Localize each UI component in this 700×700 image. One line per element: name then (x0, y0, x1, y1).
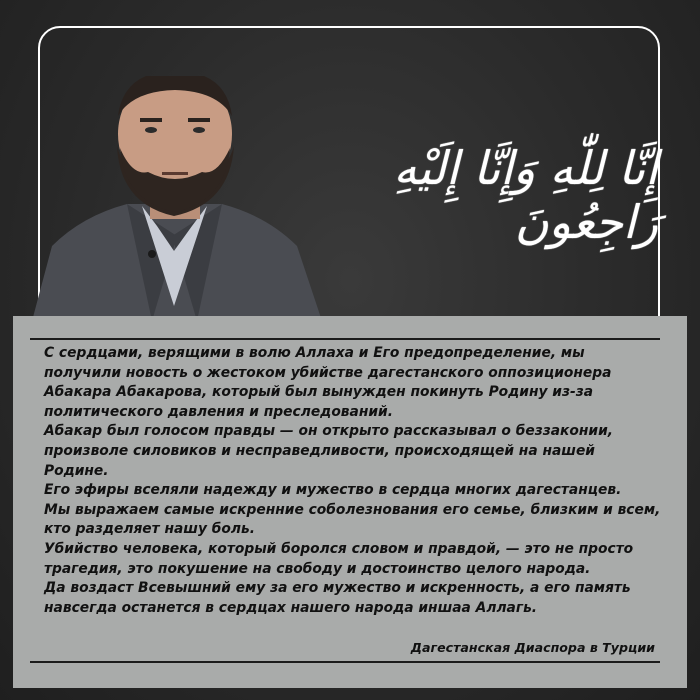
paragraph-6: Да воздаст Всевышний ему за его мужество и искренность, а его память навсегда останется в сердцах нашего народа иншаа Аллагь. (44, 580, 631, 616)
portrait-photo (12, 76, 342, 321)
calligraphy-inscription: إِنَّا لِلّٰهِ وَإِنَّا إِلَيْهِ رَاجِعُونَ (393, 141, 658, 249)
paragraph-4: Мы выражаем самые искренние соболезнования его семье, близким и всем, кто разделяет нашу боль. (44, 501, 661, 538)
paragraph-5: Убийство человека, который боролся словом и правдой, — это не просто трагедия, это покушение на свободу и достоинство целого народа. (44, 540, 634, 577)
paragraph-3: Его эфиры вселяли надежду и мужество в сердца многих дагестанцев. (44, 482, 622, 499)
signature: Дагестанская Диаспора в Турции (410, 640, 655, 655)
paragraph-2: Абакар был голосом правды — он открыто рассказывал о беззаконии, произволе силовиков и несправедливости, происходящей на нашей Родине. (44, 423, 613, 479)
top-divider (30, 338, 660, 340)
bottom-divider (30, 661, 660, 663)
condolence-text (44, 344, 664, 618)
paragraph-1: С сердцами, верящими в волю Аллаха и Его предопределение, мы получили новость о жестоком убийстве дагестанского оппозиционера Абакара Абакарова, который был вынужден покинуть Родину из-за политического давления и преследований. (44, 345, 612, 420)
